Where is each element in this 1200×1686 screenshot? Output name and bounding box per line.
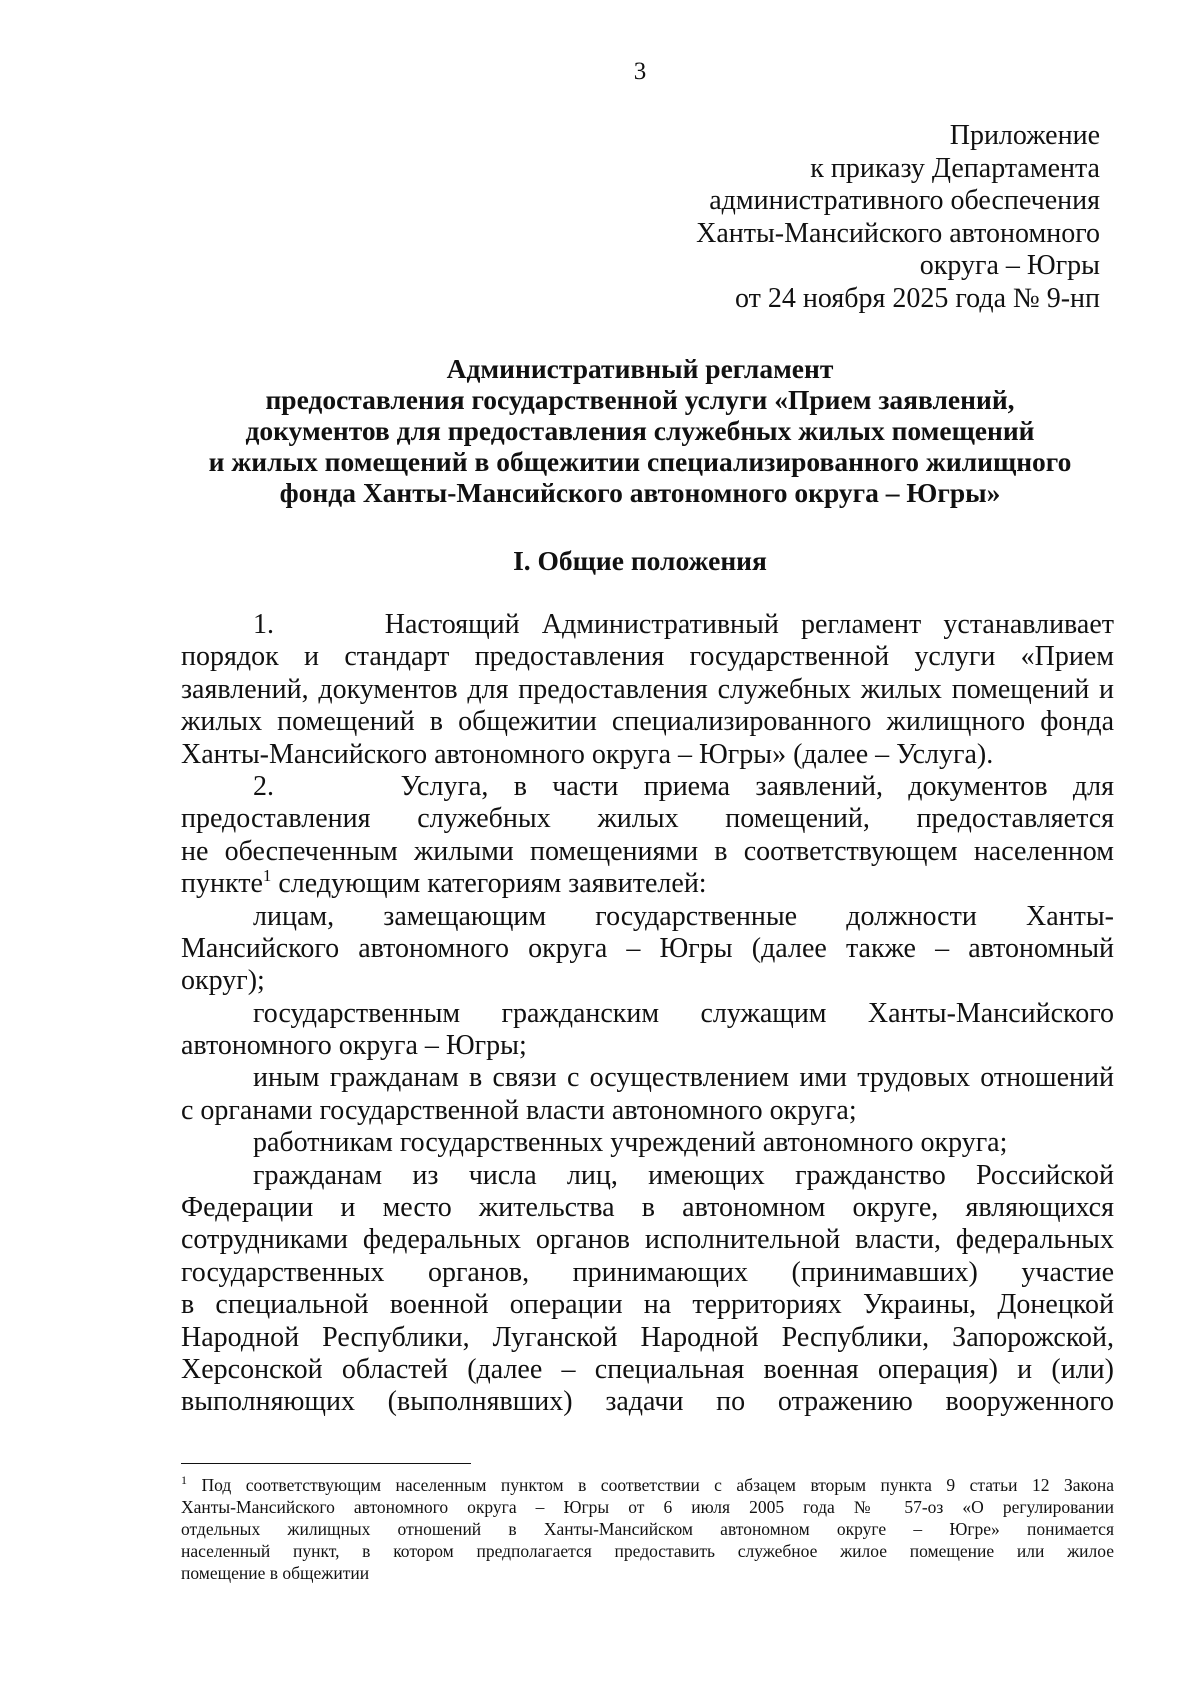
list-item-line: Херсонской областей (далее – специальная военная операция) и (или)	[181, 1353, 1114, 1385]
section-heading: I. Общие положения	[513, 545, 767, 576]
paragraph-2-line	[181, 868, 1114, 900]
document-title	[150, 353, 1130, 508]
footnote-text: Под соответствующим населенным пунктом в соответствии с абзацем вторым пункта 9 статьи 12 Закона	[187, 1475, 1114, 1495]
list-item-line: выполняющих (выполнявших) задачи по отражению вооруженного	[181, 1386, 1114, 1418]
title-line: Административный регламент	[446, 353, 834, 384]
title-line: документов для предоставления служебных жилых помещений	[245, 415, 1035, 446]
list-item-line: автономного округа – Югры;	[181, 1030, 527, 1062]
paragraph-2-text: следующим категориям заявителей:	[271, 868, 707, 900]
page-number: 3	[633, 58, 647, 85]
appendix-line: Приложение	[949, 120, 1100, 151]
footnote-line: помещение в общежитии	[181, 1563, 370, 1583]
footnote-separator	[181, 1463, 471, 1464]
footnote-line: населенный пункт, в котором предполагается предоставить служебное жилое помещение или жилое	[181, 1541, 1114, 1561]
list-item-line: в специальной военной операции на территориях Украины, Донецкой	[181, 1289, 1114, 1321]
paragraph-1-line: порядок и стандарт предоставления государственной услуги «Прием	[181, 641, 1114, 673]
paragraph-1-line: жилых помещений в общежитии специализированного жилищного фонда	[181, 706, 1114, 738]
paragraph-1-line: Ханты-Мансийского автономного округа – Югры» (далее – Услуга).	[181, 738, 994, 770]
footnote-line: Ханты-Мансийского автономного округа – Югры от 6 июля 2005 года № 57-оз «О регулировании	[181, 1497, 1114, 1517]
appendix-line: Ханты-Мансийского автономного	[696, 217, 1100, 249]
paragraph-2-text: пункте	[181, 868, 263, 900]
title-line: и жилых помещений в общежитии специализированного жилищного	[208, 446, 1072, 477]
appendix-line: от 24 ноября 2025 года № 9-нп	[735, 282, 1100, 314]
list-item-line: сотрудниками федеральных органов исполнительной власти, федеральных	[181, 1224, 1114, 1256]
title-line: предоставления государственной услуги «Прием заявлений,	[265, 384, 1015, 415]
footnote-marker: 1	[181, 1473, 187, 1487]
list-item-line: работникам государственных учреждений автономного округа;	[253, 1127, 1008, 1159]
paragraph-2-line: не обеспеченным жилыми помещениями в соответствующем населенном	[181, 835, 1114, 867]
footnote-reference: 1	[262, 866, 272, 886]
paragraph-1-line: 1. Настоящий Административный регламент устанавливает	[253, 609, 1114, 640]
list-item-line: Мансийского автономного округа – Югры (далее также – автономный	[181, 932, 1114, 964]
paragraph-1-line: заявлений, документов для предоставления служебных жилых помещений и	[181, 673, 1114, 705]
appendix-line: к приказу Департамента	[810, 152, 1100, 184]
paragraph-2-line: предоставления служебных жилых помещений, предоставляется	[181, 803, 1114, 835]
footnote	[181, 1474, 1114, 1584]
list-item-line: Народной Республики, Луганской Народной Республики, Запорожской,	[181, 1321, 1114, 1353]
footnote-line: отдельных жилищных отношений в Ханты-Мансийском автономном округе – Югре» понимается	[181, 1519, 1114, 1539]
list-item-line: Федерации и место жительства в автономном округе, являющихся	[181, 1192, 1114, 1224]
title-line: фонда Ханты-Мансийского автономного округа – Югры»	[279, 477, 1001, 508]
list-item-line: государственным гражданским служащим Ханты-Мансийского	[253, 997, 1114, 1029]
list-item-line: округ);	[181, 965, 265, 997]
list-item-line: государственных органов, принимающих (принимавших) участие	[181, 1256, 1114, 1288]
list-item-line: лицам, замещающим государственные должности Ханты-	[253, 900, 1114, 932]
appendix-line: округа – Югры	[919, 250, 1100, 281]
body-text	[181, 609, 1114, 1419]
list-item-line: с органами государственной власти автономного округа;	[181, 1094, 857, 1126]
list-item-line: иным гражданам в связи с осуществлением ими трудовых отношений	[253, 1062, 1114, 1094]
appendix-block	[580, 120, 1100, 315]
appendix-line: административного обеспечения	[709, 185, 1100, 216]
footnote-line	[181, 1474, 1114, 1496]
paragraph-2-line: 2. Услуга, в части приема заявлений, документов для	[253, 770, 1114, 802]
list-item-line: гражданам из числа лиц, имеющих гражданство Российской	[253, 1159, 1114, 1191]
